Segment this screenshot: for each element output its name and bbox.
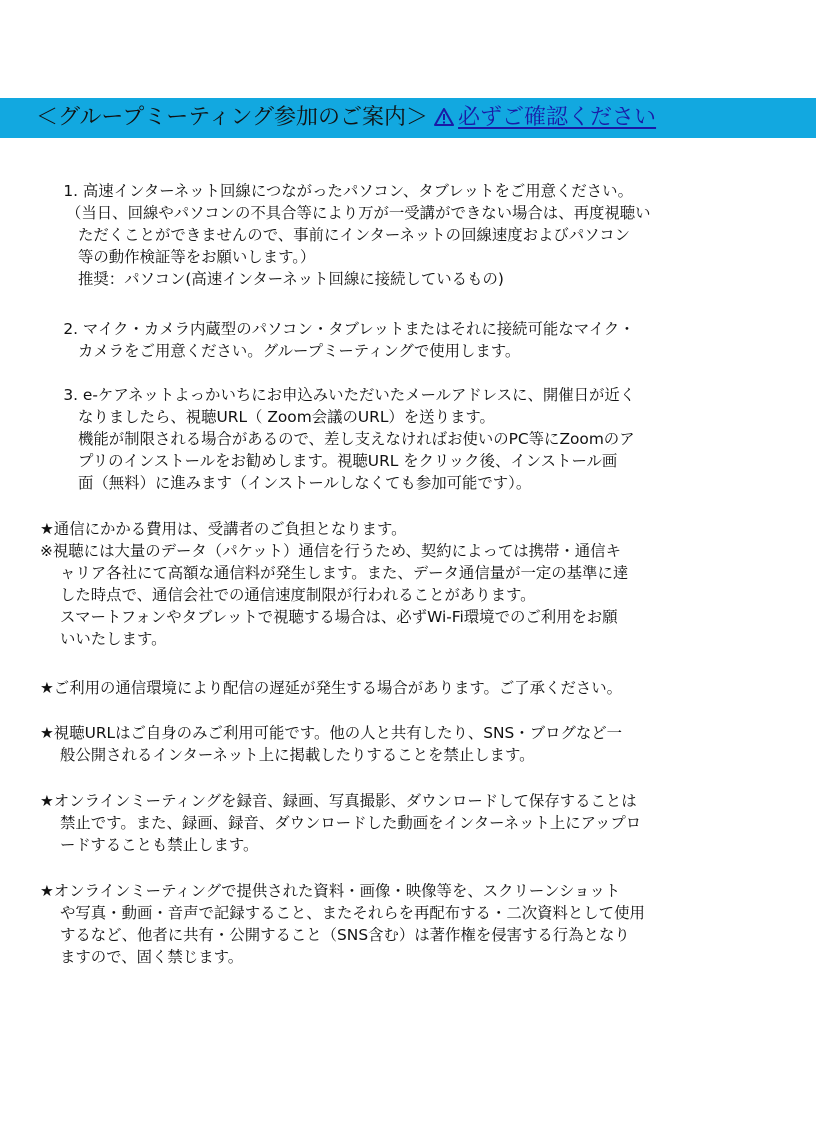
item-number: 1. bbox=[63, 182, 78, 200]
warning-notice bbox=[428, 105, 656, 130]
note-text: するなど、他者に共有・公開すること（SNS含む）は著作権を侵害する行為となり bbox=[60, 926, 630, 944]
header-title bbox=[36, 98, 656, 138]
item-text: マイク・カメラ内蔵型のパソコン・タブレットまたはそれに接続可能なマイク・ bbox=[82, 320, 635, 338]
list-item-1 bbox=[40, 180, 780, 290]
note-text: ャリア各社にて高額な通信料が発生します。また、データ通信量が一定の基準に達 bbox=[60, 564, 629, 582]
item-text: 面（無料）に進みます（インストールしなくても参加可能です）。 bbox=[78, 474, 532, 492]
item-number: 2. bbox=[63, 320, 78, 338]
item-text: 高速インターネット回線につながったパソコン、タブレットをご用意ください。 bbox=[82, 182, 633, 200]
note-text: 禁止です。また、録画、録音、ダウンロードした動画をインターネット上にアップロ bbox=[60, 814, 642, 832]
item-text: なりましたら、視聴URL（ Zoom会議のURL）を送ります。 bbox=[78, 408, 495, 426]
list-item-3 bbox=[40, 384, 780, 494]
note-text: いいたします。 bbox=[60, 630, 167, 648]
note-text: した時点で、通信会社での通信速度制限が行われることがあります。 bbox=[60, 586, 536, 604]
header-bar bbox=[0, 98, 816, 138]
note-costs bbox=[40, 518, 780, 650]
note-copyright bbox=[40, 880, 780, 968]
note-text: ★通信にかかる費用は、受講者のご負担となります。 bbox=[40, 520, 407, 538]
note-text: や写真・動画・音声で記録すること、またそれらを再配布する・二次資料として使用 bbox=[60, 904, 645, 922]
note-text: ★オンラインミーティングで提供された資料・画像・映像等を、スクリーンショット bbox=[40, 882, 621, 900]
item-text: 推奨：パソコン(高速インターネット回線に接続しているもの) bbox=[78, 270, 504, 288]
page-title: ＜グループミーティング参加のご案内＞ bbox=[36, 105, 429, 130]
item-text: 機能が制限される場合があるので、差し支えなければお使いのPC等にZoomのア bbox=[78, 430, 635, 448]
note-text: 般公開されるインターネット上に掲載したりすることを禁止します。 bbox=[60, 746, 535, 764]
item-text: （当日、回線やパソコンの不具合等により万が一受講ができない場合は、再度視聴い bbox=[66, 204, 651, 222]
item-text: e-ケアネットよっかいちにお申込みいただいたメールアドレスに、開催日が近く bbox=[82, 386, 636, 404]
note-text: ※視聴には大量のデータ（パケット）通信を行うため、契約によっては携帯・通信キ bbox=[40, 542, 621, 560]
item-text: 等の動作検証等をお願いします。） bbox=[78, 248, 316, 266]
warning-triangle-icon bbox=[434, 108, 454, 126]
item-text: カメラをご用意ください。グループミーティングで使用します。 bbox=[78, 342, 521, 360]
item-text: プリのインストールをお勧めします。視聴URL をクリック後、インストール画 bbox=[78, 452, 618, 470]
note-recording bbox=[40, 790, 780, 856]
note-url-usage bbox=[40, 722, 780, 766]
note-text: ★オンラインミーティングを録音、録画、写真撮影、ダウンロードして保存することは bbox=[40, 792, 637, 810]
warning-text: 必ずご確認ください bbox=[458, 105, 657, 130]
note-text: ★ご利用の通信環境により配信の遅延が発生する場合があります。ご了承ください。 bbox=[40, 679, 623, 697]
note-delay bbox=[40, 677, 780, 699]
item-text: ただくことができませんので、事前にインターネットの回線速度およびパソコン bbox=[78, 226, 631, 244]
note-text: ードすることも禁止します。 bbox=[60, 836, 259, 854]
note-text: ★視聴URLはご自身のみご利用可能です。他の人と共有したり、SNS・ブログなど一 bbox=[40, 724, 623, 742]
note-text: スマートフォンやタブレットで視聴する場合は、必ずWi-Fi環境でのご利用をお願 bbox=[60, 608, 618, 626]
item-number: 3. bbox=[63, 386, 78, 404]
list-item-2 bbox=[40, 318, 780, 362]
note-text: ますので、固く禁じます。 bbox=[60, 948, 244, 966]
